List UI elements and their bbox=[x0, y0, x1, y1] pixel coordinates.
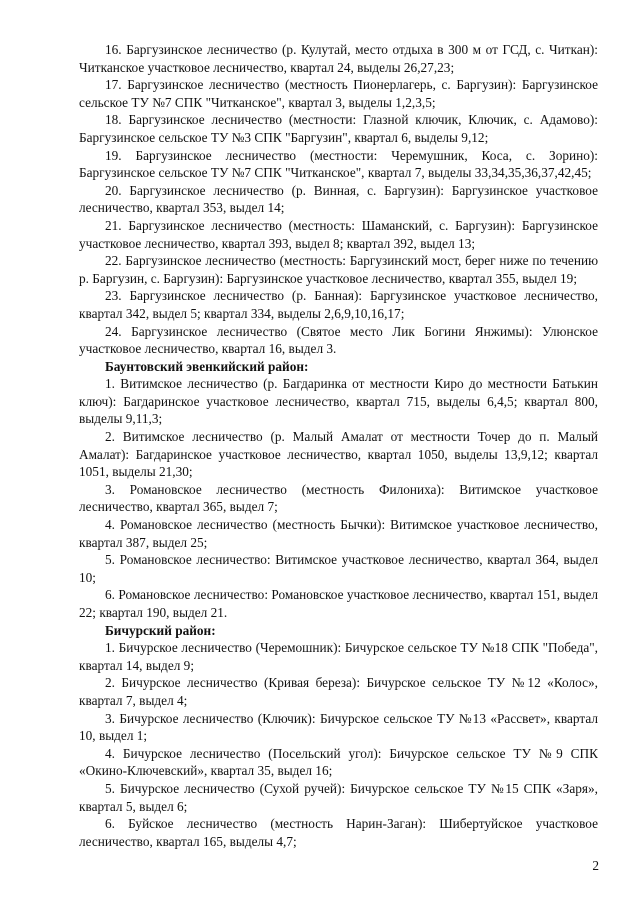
list-item: 5. Бичурское лесничество (Сухой ручей): Бичурское сельское ТУ №15 СПК «Заря», квартал 5, выдел 6; bbox=[79, 780, 598, 814]
list-item: 21. Баргузинское лесничество (местность: Шаманский, с. Баргузин): Баргузинское участковое лесничество, квартал 393, выдел 8; квартал 392, выдел 13; bbox=[79, 217, 598, 251]
section-heading: Баунтовский эвенкийский район: bbox=[105, 358, 309, 374]
document-body bbox=[79, 41, 598, 850]
list-item: 19. Баргузинское лесничество (местности: Черемушник, Коса, с. Зорино): Баргузинское сельское ТУ №7 СПК "Читканское", квартал 7, выделы 33,34,35,36,37,42,45; bbox=[79, 147, 598, 181]
list-item: 5. Романовское лесничество: Витимское участковое лесничество, квартал 364, выдел 10; bbox=[79, 552, 598, 585]
list-item: 23. Баргузинское лесничество (р. Банная): Баргузинское участковое лесничество, квартал 342, выдел 5; квартал 334, выделы 2,6,9,10,16,17; bbox=[79, 288, 598, 321]
list-item: 2. Бичурское лесничество (Кривая береза): Бичурское сельское ТУ №12 «Колос», квартал 7, выдел 4; bbox=[79, 675, 598, 708]
list-item: 1. Витимское лесничество (р. Багдаринка от местности Киро до местности Батькин ключ): Багдаринское участковое лесничество, квартал 715, выделы 6,4,5; квартал 800, выделы 9,11,3; bbox=[79, 376, 598, 427]
list-item: 3. Бичурское лесничество (Ключик): Бичурское сельское ТУ №13 «Рассвет», квартал 10, выдел 1; bbox=[79, 710, 598, 744]
list-item: 3. Романовское лесничество (местность Филониха): Витимское участковое лесничество, квартал 365, выдел 7; bbox=[79, 481, 598, 515]
section-heading: Бичурский район: bbox=[105, 622, 216, 638]
list-item: 17. Баргузинское лесничество (местность Пионерлагерь, с. Баргузин): Баргузинское сельское ТУ №7 СПК "Читканское", квартал 3, выделы 1,2,3,5; bbox=[79, 77, 598, 110]
list-item: 24. Баргузинское лесничество (Святое место Лик Богини Янжимы): Улюнское участковое лесничество, квартал 16, выдел 3. bbox=[79, 323, 598, 357]
list-item: 16. Баргузинское лесничество (р. Кулутай, место отдыха в 300 м от ГСД, с. Читкан): Читканское участковое лесничество, квартал 24, выделы 26,27,23; bbox=[79, 42, 598, 75]
list-item: 18. Баргузинское лесничество (местности: Глазной ключик, Ключик, с. Адамово): Баргузинское сельское ТУ №3 СПК "Баргузин", квартал 6, выделы 9,12; bbox=[79, 112, 598, 145]
list-item: 2. Витимское лесничество (р. Малый Амалат от местности Точер до п. Малый Амалат): Багдаринское участковое лесничество, квартал 1050, выделы 13,9,12; квартал 1051, выделы 21,30; bbox=[79, 429, 598, 480]
page-number: 2 bbox=[592, 858, 599, 873]
list-item: 20. Баргузинское лесничество (р. Винная, с. Баргузин): Баргузинское участковое лесничество, квартал 353, выдел 14; bbox=[79, 182, 598, 216]
list-item: 4. Романовское лесничество (местность Бычки): Витимское участковое лесничество, квартал 387, выдел 25; bbox=[79, 517, 598, 550]
list-item: 22. Баргузинское лесничество (местность: Баргузинский мост, берег ниже по течению р. Баргузин, с. Баргузин): Баргузинское участковое лесничество, квартал 355, выдел 19; bbox=[79, 253, 598, 286]
list-item: 1. Бичурское лесничество (Черемошник): Бичурское сельское ТУ №18 СПК "Победа", квартал 14, выдел 9; bbox=[79, 640, 598, 673]
list-item: 6. Буйское лесничество (местность Нарин-Заган): Шибертуйское участковое лесничество, квартал 165, выделы 4,7; bbox=[79, 816, 598, 849]
list-item: 6. Романовское лесничество: Романовское участковое лесничество, квартал 151, выдел 22; квартал 190, выдел 21. bbox=[79, 587, 598, 620]
list-item: 4. Бичурское лесничество (Посельский угол): Бичурское сельское ТУ №9 СПК «Окино-Ключевский», квартал 35, выдел 16; bbox=[79, 745, 598, 779]
